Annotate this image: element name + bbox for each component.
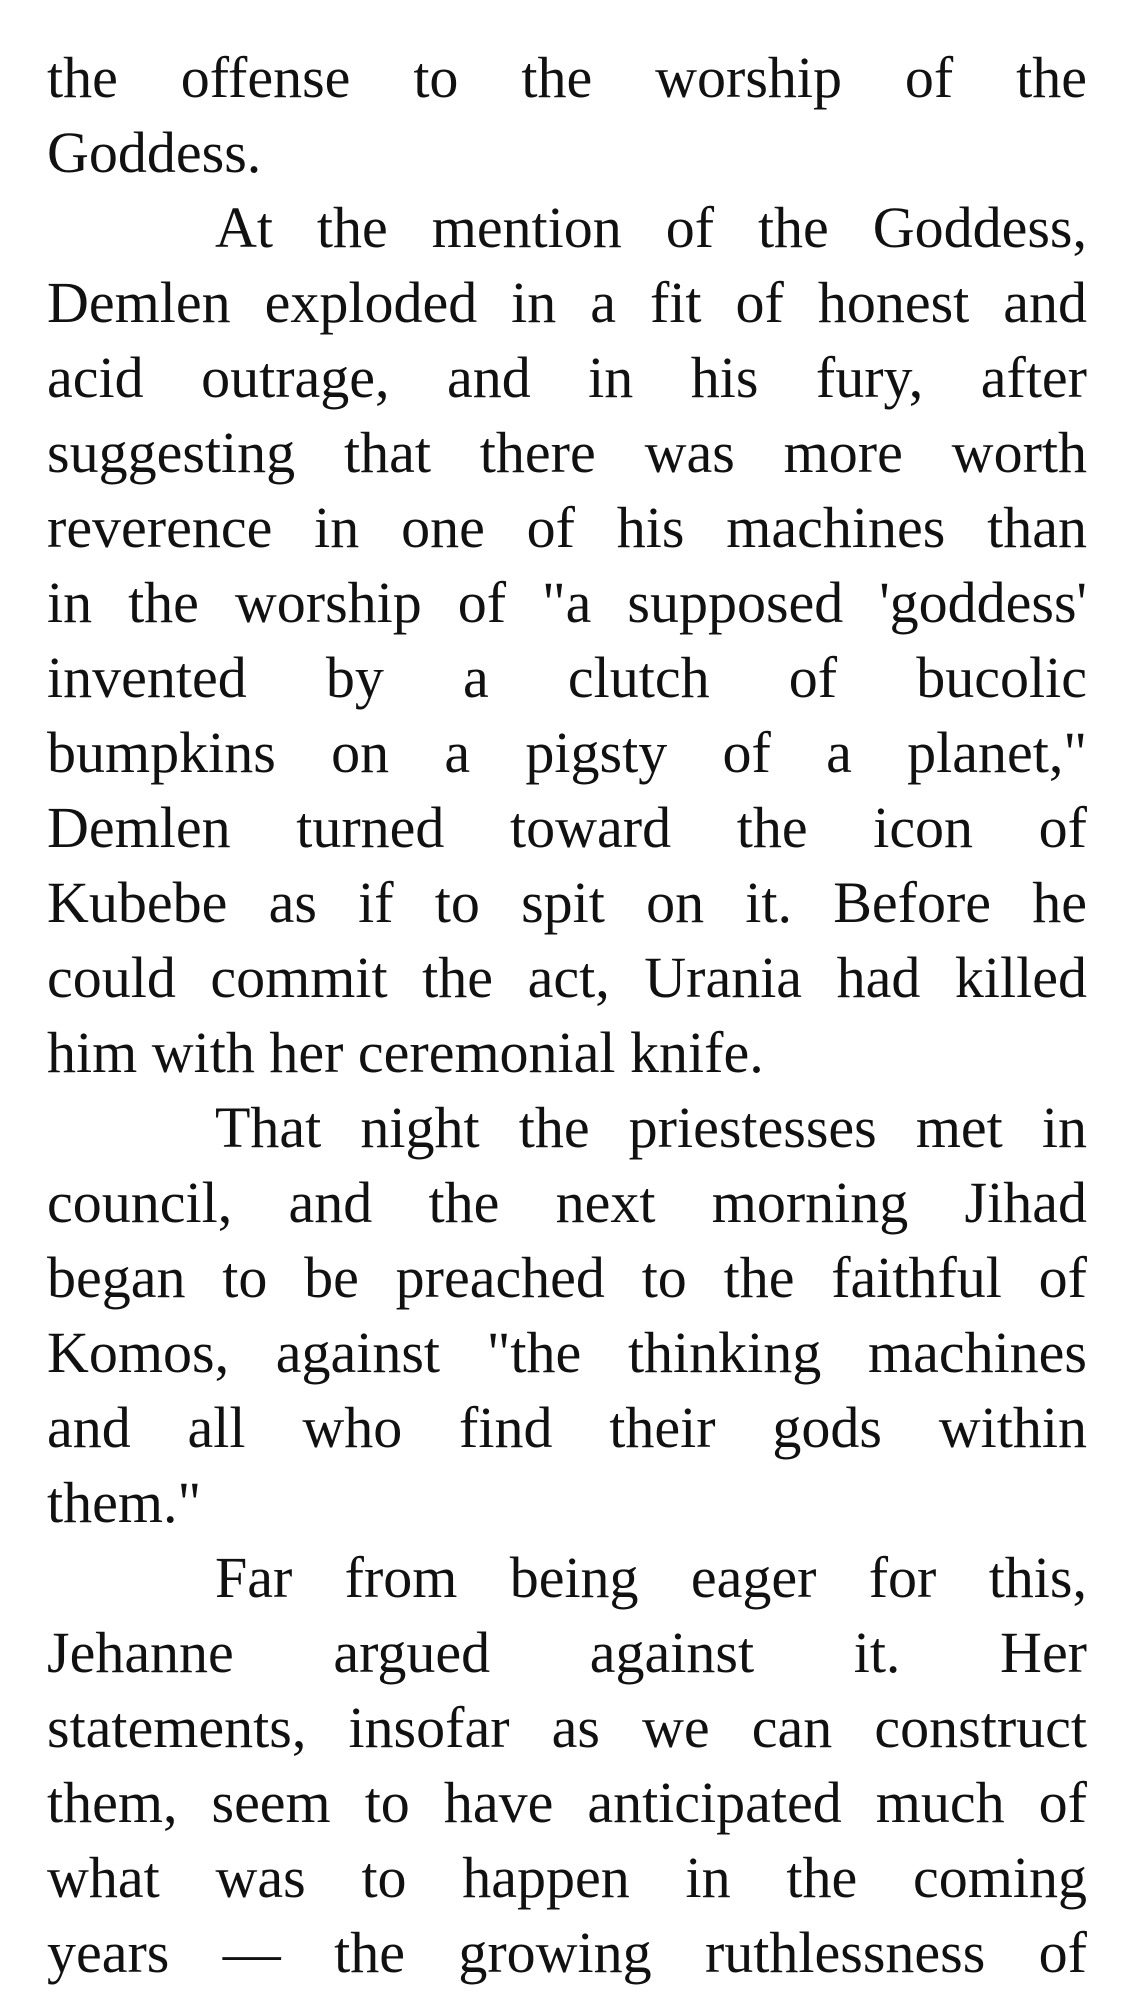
text-line: Komos, against "the thinking machines	[47, 1320, 1087, 1385]
text-line: them, seem to have anticipated much of	[47, 1770, 1087, 1835]
text-line: invented by a clutch of bucolic	[47, 645, 1087, 710]
text-line: in the worship of "a supposed 'goddess'	[47, 570, 1087, 635]
text-line: statements, insofar as we can construct	[47, 1695, 1087, 1760]
text-line: them."	[47, 1470, 202, 1535]
text-line: reverence in one of his machines than	[47, 495, 1087, 560]
text-line: him with her ceremonial knife.	[47, 1020, 764, 1085]
text-line: years — the growing ruthlessness of	[47, 1920, 1087, 1985]
text-line: Jehanne argued against it. Her	[47, 1620, 1087, 1685]
text-line: could commit the act, Urania had killed	[47, 945, 1087, 1010]
text-line: council, and the next morning Jihad	[47, 1170, 1087, 1235]
text-line: suggesting that there was more worth	[47, 420, 1087, 485]
text-line: and all who find their gods within	[47, 1395, 1087, 1460]
text-line: Goddess.	[47, 120, 262, 185]
text-line: That night the priestesses met in	[215, 1095, 1087, 1160]
text-line: what was to happen in the coming	[47, 1845, 1087, 1910]
text-line: acid outrage, and in his fury, after	[47, 345, 1087, 410]
text-column	[47, 40, 1087, 1995]
text-line: At the mention of the Goddess,	[215, 195, 1087, 260]
text-line: began to be preached to the faithful of	[47, 1245, 1087, 1310]
text-line: bumpkins on a pigsty of a planet,"	[47, 720, 1087, 785]
text-line: Demlen turned toward the icon of	[47, 795, 1087, 860]
text-line: Far from being eager for this,	[215, 1545, 1087, 1610]
text-line: Demlen exploded in a fit of honest and	[47, 270, 1087, 335]
text-line: Kubebe as if to spit on it. Before he	[47, 870, 1087, 935]
text-line: the offense to the worship of the	[47, 45, 1087, 110]
